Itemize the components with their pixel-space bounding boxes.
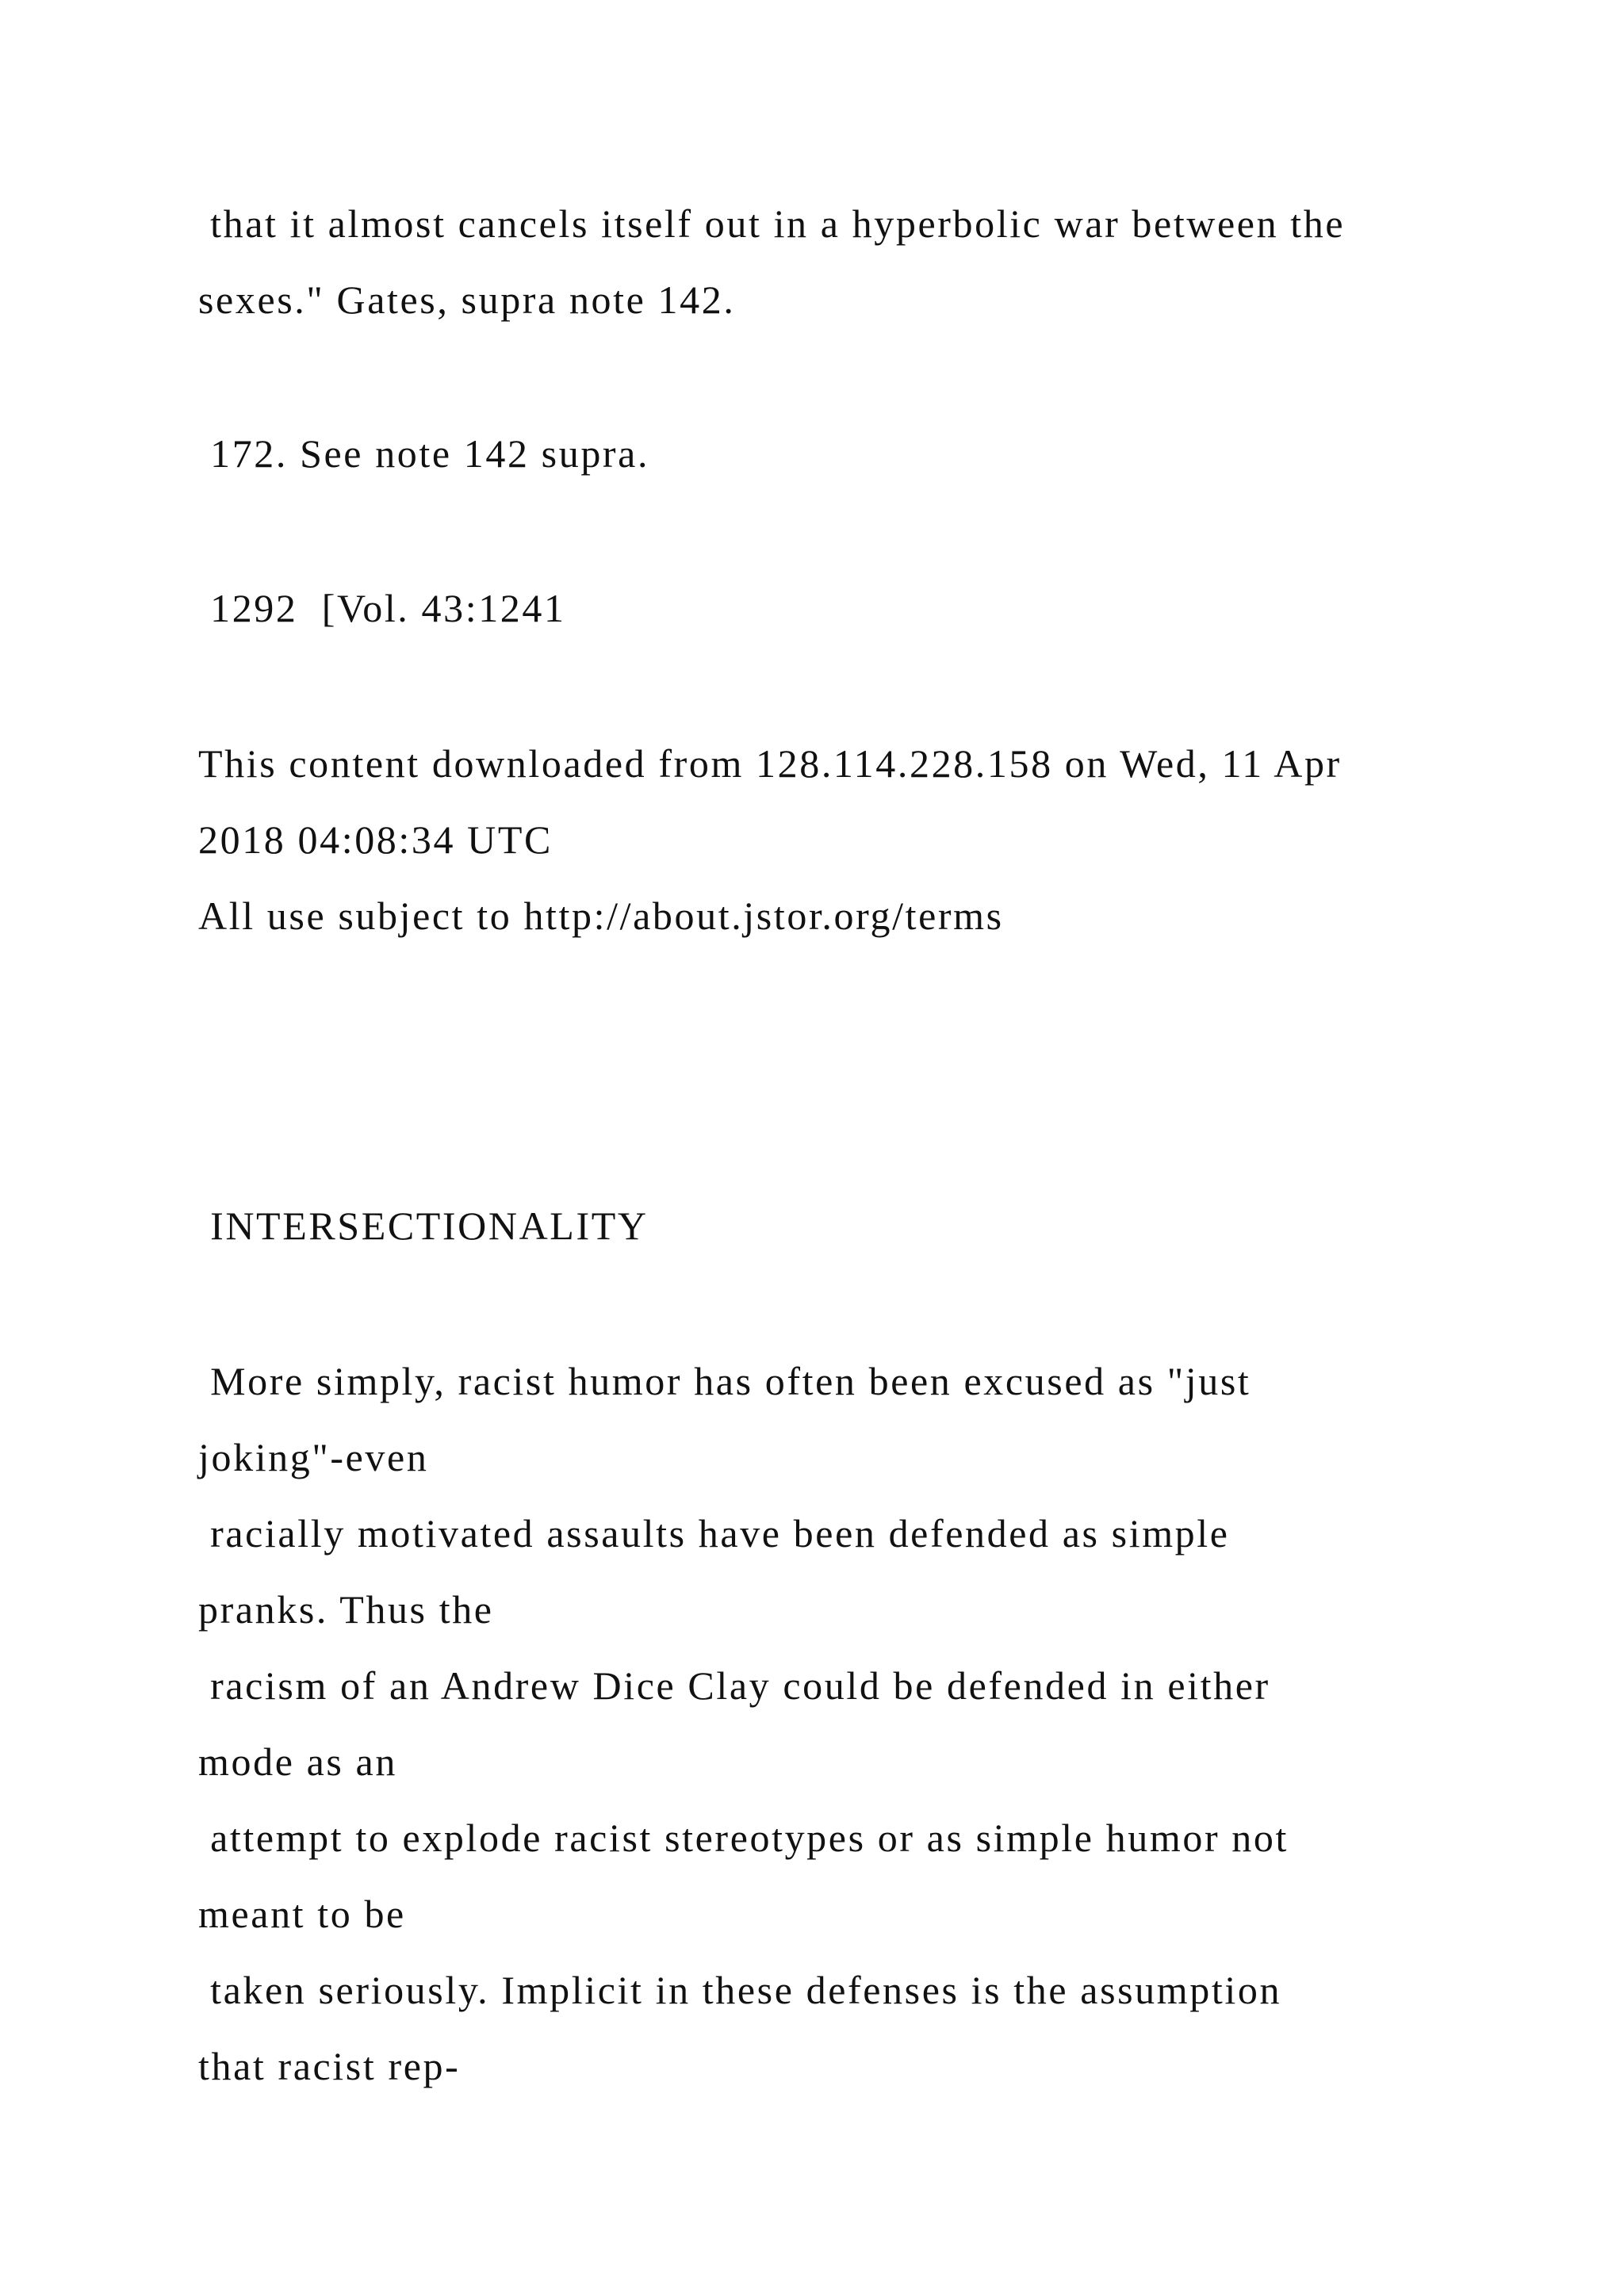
footnote-continuation-line-2: sexes." Gates, supra note 142.: [198, 277, 736, 322]
jstor-notice-line-1: This content downloaded from 128.114.228.158 on Wed, 11 Apr: [198, 741, 1342, 786]
body-line: mode as an: [198, 1739, 397, 1784]
footnote-172: 172. See note 142 supra.: [198, 431, 650, 476]
body-line: joking"-even: [198, 1435, 429, 1479]
body-line: racially motivated assaults have been defended as simple: [198, 1511, 1230, 1556]
body-line: pranks. Thus the: [198, 1587, 494, 1632]
body-line: meant to be: [198, 1892, 406, 1936]
body-line: taken seriously. Implicit in these defenses is the assumption: [198, 1968, 1282, 2012]
jstor-notice-line-2: 2018 04:08:34 UTC: [198, 817, 553, 862]
body-line: racism of an Andrew Dice Clay could be defended in either: [198, 1663, 1270, 1708]
running-head: INTERSECTIONALITY: [198, 1203, 649, 1248]
jstor-notice-line-3: All use subject to http://about.jstor.org/terms: [198, 894, 1004, 938]
body-line: that racist rep-: [198, 2044, 461, 2088]
body-line: attempt to explode racist stereotypes or as simple humor not: [198, 1816, 1289, 1860]
page-header: 1292 [Vol. 43:1241: [198, 586, 566, 630]
body-line: More simply, racist humor has often been excused as "just: [198, 1359, 1251, 1403]
footnote-continuation-line-1: that it almost cancels itself out in a hyperbolic war between the: [198, 201, 1346, 246]
